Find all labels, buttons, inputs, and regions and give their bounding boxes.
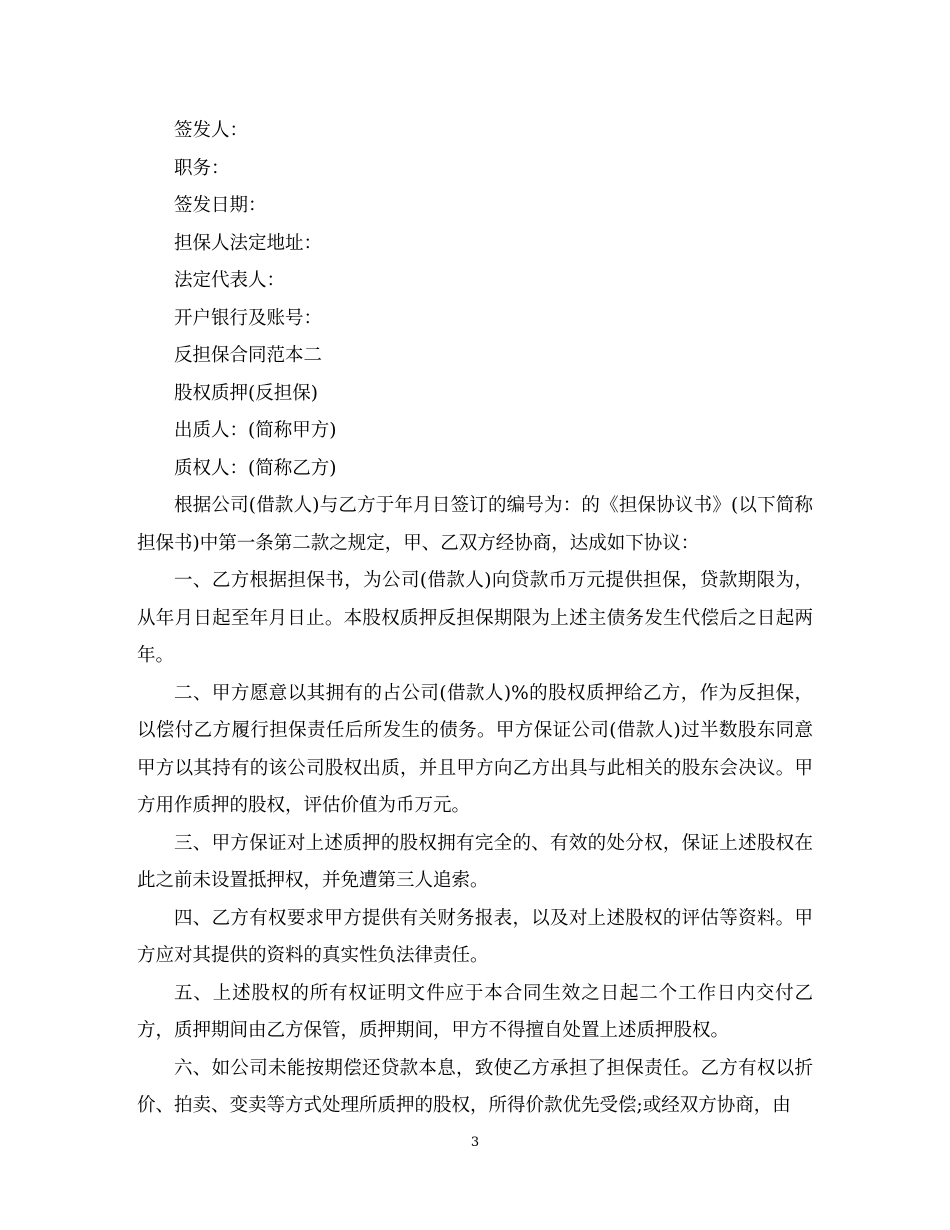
- preamble-paragraph: 根据公司(借款人)与乙方于年月日签订的编号为：的《担保协议书》(以下简称担保书)中第一条第二款之规定，甲、乙双方经协商，达成如下协议：: [137, 495, 813, 554]
- signer-line: 签发人：: [174, 120, 249, 141]
- clause-3-paragraph: 三、甲方保证对上述质押的股权拥有完全的、有效的处分权，保证上述股权在此之前未设置抵押权，并免遭第三人追索。: [137, 832, 813, 891]
- legal-representative-line: 法定代表人：: [174, 270, 286, 291]
- contract-subtitle: 股权质押(反担保): [174, 382, 318, 404]
- clause-4-paragraph: 四、乙方有权要求甲方提供有关财务报表，以及对上述股权的评估等资料。甲方应对其提供的资料的真实性负法律责任。: [137, 907, 813, 966]
- clause-1-paragraph: 一、乙方根据担保书，为公司(借款人)向贷款币万元提供担保，贷款期限为，从年月日起至年月日止。本股权质押反担保期限为上述主债务发生代偿后之日起两年。: [137, 570, 813, 666]
- page-number: 3: [470, 1135, 480, 1150]
- contract-template-title: 反担保合同范本二: [174, 345, 323, 366]
- pledgor-line: 出质人：(简称甲方): [174, 420, 337, 441]
- bank-account-line: 开户银行及账号：: [174, 307, 323, 329]
- pledgee-line: 质权人：(简称乙方): [174, 457, 337, 479]
- clause-2-paragraph: 二、甲方愿意以其拥有的占公司(借款人)%的股权质押给乙方，作为反担保，以偿付乙方履行担保责任后所发生的债务。甲方保证公司(借款人)过半数股东同意甲方以其持有的该公司股权出质，并且甲方向乙方出具与此相关的股东会决议。甲方用作质押的股权，评估价值为币万元。: [137, 682, 813, 816]
- clause-6-paragraph: 六、如公司未能按期偿还贷款本息，致使乙方承担了担保责任。乙方有权以折价、拍卖、变卖等方式处理所质押的股权，所得价款优先受偿;或经双方协商，由: [137, 1057, 813, 1116]
- clause-5-paragraph: 五、上述股权的所有权证明文件应于本合同生效之日起二个工作日内交付乙方，质押期间由乙方保管，质押期间，甲方不得擅自处置上述质押股权。: [137, 982, 813, 1041]
- guarantor-address-line: 担保人法定地址：: [174, 232, 323, 254]
- issue-date-line: 签发日期：: [174, 195, 267, 216]
- document-body: [137, 112, 813, 1125]
- position-line: 职务：: [174, 157, 230, 179]
